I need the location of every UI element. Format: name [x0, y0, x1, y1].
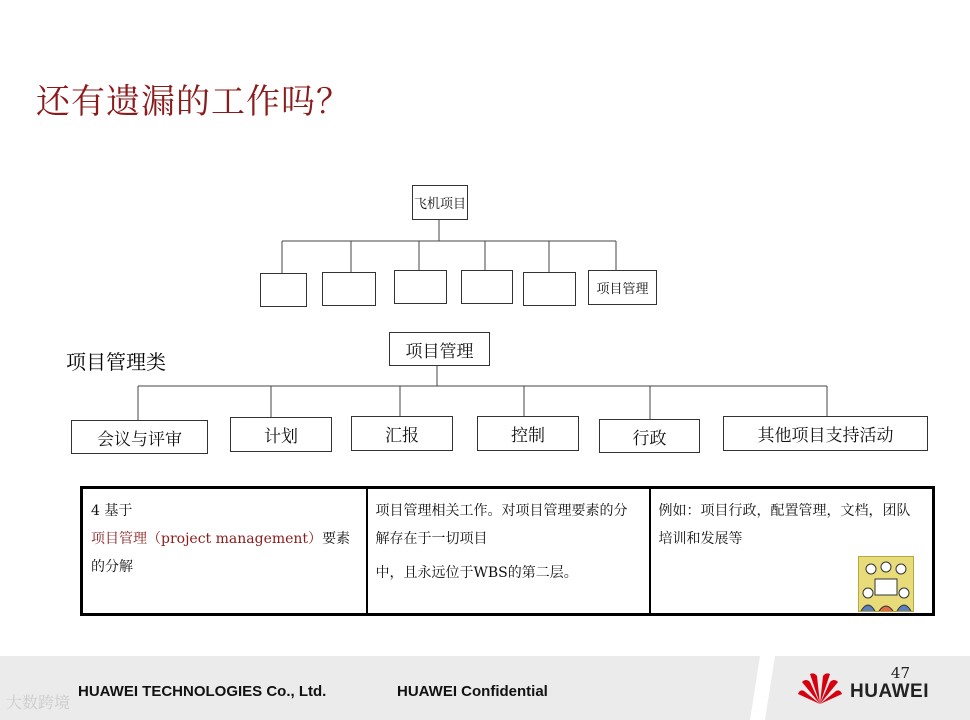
tree-root-box: 飞机项目 [412, 185, 468, 220]
footer-company: HUAWEI TECHNOLOGIES Co., Ltd. [78, 683, 327, 700]
category-label: 项目管理类 [66, 350, 166, 374]
footer-confidential: HUAWEI Confidential [397, 683, 548, 700]
description-line2: 中，且永远位于WBS的第二层。 [375, 565, 578, 581]
huawei-logo-icon [796, 670, 844, 708]
examples-text: 例如：项目行政，配置管理，文档，团队培训和发展等 [658, 503, 911, 547]
basis-suffix: 要素的分解 [91, 531, 351, 575]
pm-child-meeting: 会议与评审 [71, 420, 208, 454]
pm-child-control: 控制 [477, 416, 579, 451]
pm-child-admin: 行政 [599, 419, 700, 453]
basis-highlight: 项目管理（project management） [91, 531, 323, 547]
pm-child-other: 其他项目支持活动 [723, 416, 928, 451]
pm-child-report: 汇报 [351, 416, 453, 451]
tree-child-box-pm: 项目管理 [588, 270, 657, 305]
description-line1: 项目管理相关工作。对项目管理要素的分解存在于一切项目 [375, 503, 628, 547]
pm-child-plan: 计划 [230, 417, 332, 452]
watermark: 大数跨境 [6, 693, 71, 712]
huawei-brand-text: HUAWEI [850, 681, 929, 702]
basis-prefix: 4 基于 [91, 503, 133, 519]
page-title: 还有遗漏的工作吗？ [36, 82, 351, 122]
page-number: 47 [890, 664, 910, 682]
pm-root-box: 项目管理 [389, 332, 490, 366]
